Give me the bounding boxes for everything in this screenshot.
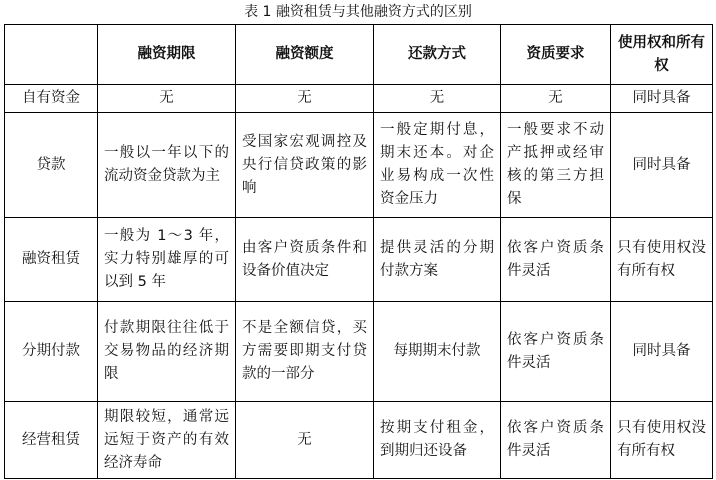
row-label: 融资租赁 [5,218,98,302]
table-cell: 每期期末付款 [374,302,501,402]
table-cell: 只有使用权没有所有权 [611,218,713,302]
table-cell: 无 [98,85,236,113]
header-cell-empty [5,25,98,85]
header-row [5,25,713,85]
table-cell: 受国家宏观调控及央行信贷政策的影响 [236,113,374,218]
header-cell-qualification: 资质要求 [501,25,611,85]
table-cell: 依客户资质条件灵活 [501,402,611,479]
header-cell-repayment: 还款方式 [374,25,501,85]
table-caption: 表 1 融资租赁与其他融资方式的区别 [244,4,472,20]
header-cell-term: 融资期限 [98,25,236,85]
header-cell-ownership: 使用权和所有权 [611,25,713,85]
table-row [5,402,713,479]
table-row [5,302,713,402]
table-cell: 一般以一年以下的流动资金贷款为主 [98,113,236,218]
table-cell: 同时具备 [611,85,713,113]
table-cell: 提供灵活的分期付款方案 [374,218,501,302]
row-label: 自有资金 [5,85,98,113]
table-cell: 依客户资质条件灵活 [501,218,611,302]
table-cell: 按期支付租金，到期归还设备 [374,402,501,479]
table-cell: 一般为 1～3 年，实力特别雄厚的可以到 5 年 [98,218,236,302]
table-cell: 无 [236,402,374,479]
table-cell: 同时具备 [611,113,713,218]
header-cell-amount: 融资额度 [236,25,374,85]
table-cell: 无 [501,85,611,113]
table-cell: 由客户资质条件和设备价值决定 [236,218,374,302]
table-cell: 不是全额信贷，买方需要即期支付贷款的一部分 [236,302,374,402]
table-cell: 依客户资质条件灵活 [501,302,611,402]
table-cell: 无 [374,85,501,113]
table-row [5,85,713,113]
table-cell: 无 [236,85,374,113]
row-label: 分期付款 [5,302,98,402]
comparison-table [4,24,713,479]
table-cell: 付款期限往往低于交易物品的经济期限 [98,302,236,402]
table-cell: 只有使用权没有所有权 [611,402,713,479]
table-cell: 期限较短，通常远远短于资产的有效经济寿命 [98,402,236,479]
table-cell: 一般要求不动产抵押或经审核的第三方担保 [501,113,611,218]
table-row [5,113,713,218]
row-label: 经营租赁 [5,402,98,479]
table-cell: 一般定期付息，期末还本。对企业易构成一次性资金压力 [374,113,501,218]
table-row [5,218,713,302]
table-cell: 同时具备 [611,302,713,402]
row-label: 贷款 [5,113,98,218]
